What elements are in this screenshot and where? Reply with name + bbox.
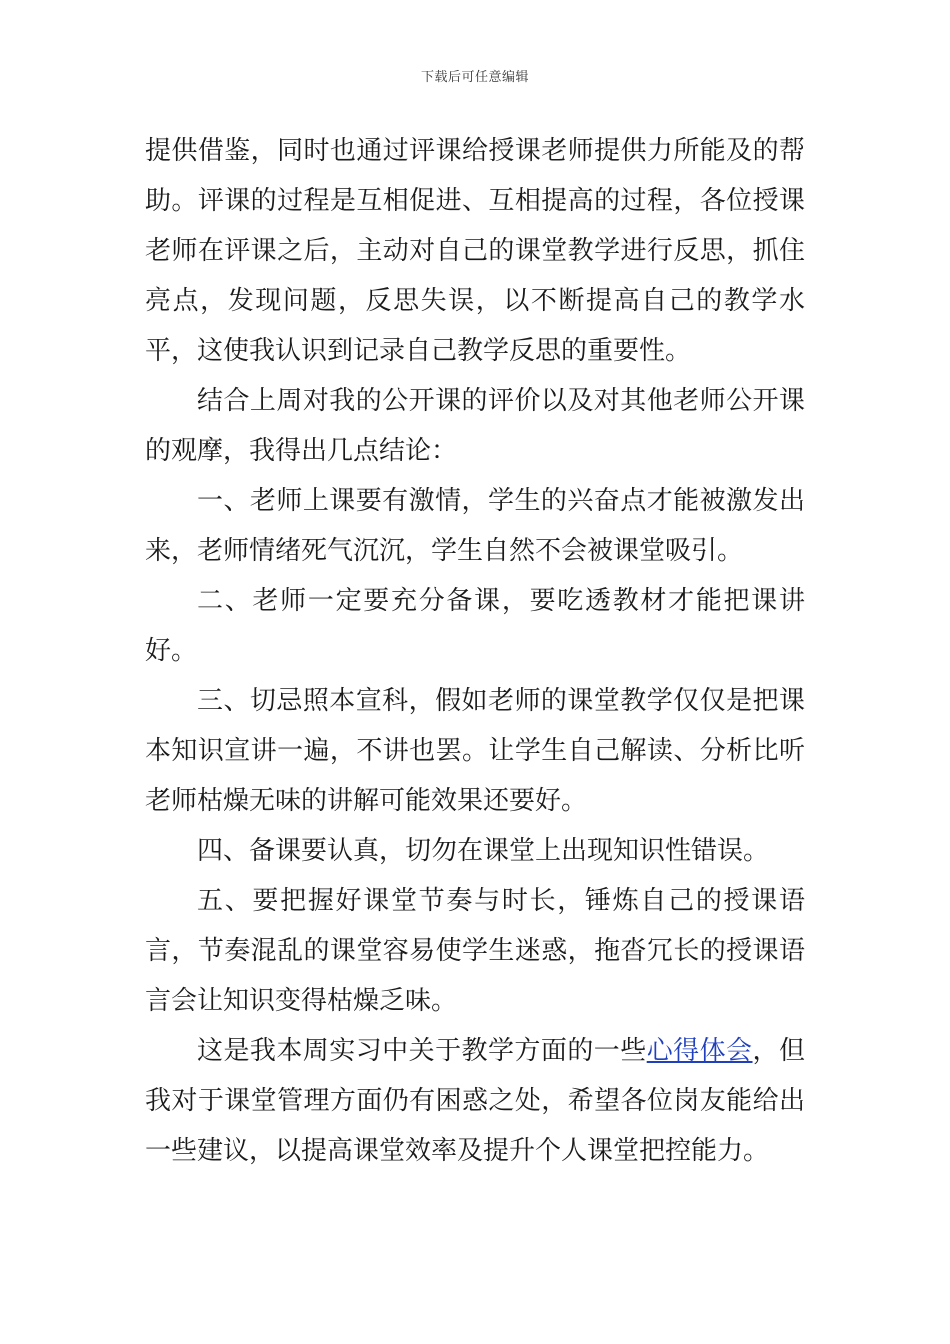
paragraph-point-4: 四、备课要认真，切勿在课堂上出现知识性错误。	[197, 836, 770, 866]
paragraph-closing	[145, 1026, 805, 1176]
closing-text-after: ，但我对于课堂管理方面仍有困惑之处，希望各位岗友能给出一些建议，以提高课堂效率及提升个人课堂把控能力。	[145, 1036, 805, 1166]
paragraph-point-5: 五、要把握好课堂节奏与时长，锤炼自己的授课语言，节奏混乱的课堂容易使学生迷惑，拖沓冗长的授课语言会让知识变得枯燥乏味。	[145, 886, 805, 1016]
paragraph-point-2: 二、老师一定要充分备课，要吃透教材才能把课讲好。	[145, 586, 805, 666]
paragraph-point-3: 三、切忌照本宣科，假如老师的课堂教学仅仅是把课本知识宣讲一遍，不讲也罢。让学生自己解读、分析比听老师枯燥无味的讲解可能效果还要好。	[145, 686, 805, 816]
page-header-note: 下载后可任意编辑	[420, 70, 529, 85]
closing-text-before: 这是我本周实习中关于教学方面的一些	[197, 1036, 647, 1066]
experience-link[interactable]: 心得体会	[646, 1036, 753, 1066]
paragraph-continuation: 提供借鉴，同时也通过评课给授课老师提供力所能及的帮助。评课的过程是互相促进、互相提高的过程，各位授课老师在评课之后，主动对自己的课堂教学进行反思，抓住亮点，发现问题，反思失误，以不断提高自己的教学水平，这使我认识到记录自己教学反思的重要性。	[145, 136, 805, 366]
paragraph-conclusion-intro: 结合上周对我的公开课的评价以及对其他老师公开课的观摩，我得出几点结论：	[145, 386, 805, 466]
paragraph-point-1: 一、老师上课要有激情，学生的兴奋点才能被激发出来，老师情绪死气沉沉，学生自然不会被课堂吸引。	[145, 486, 805, 566]
document-body	[145, 126, 805, 1176]
